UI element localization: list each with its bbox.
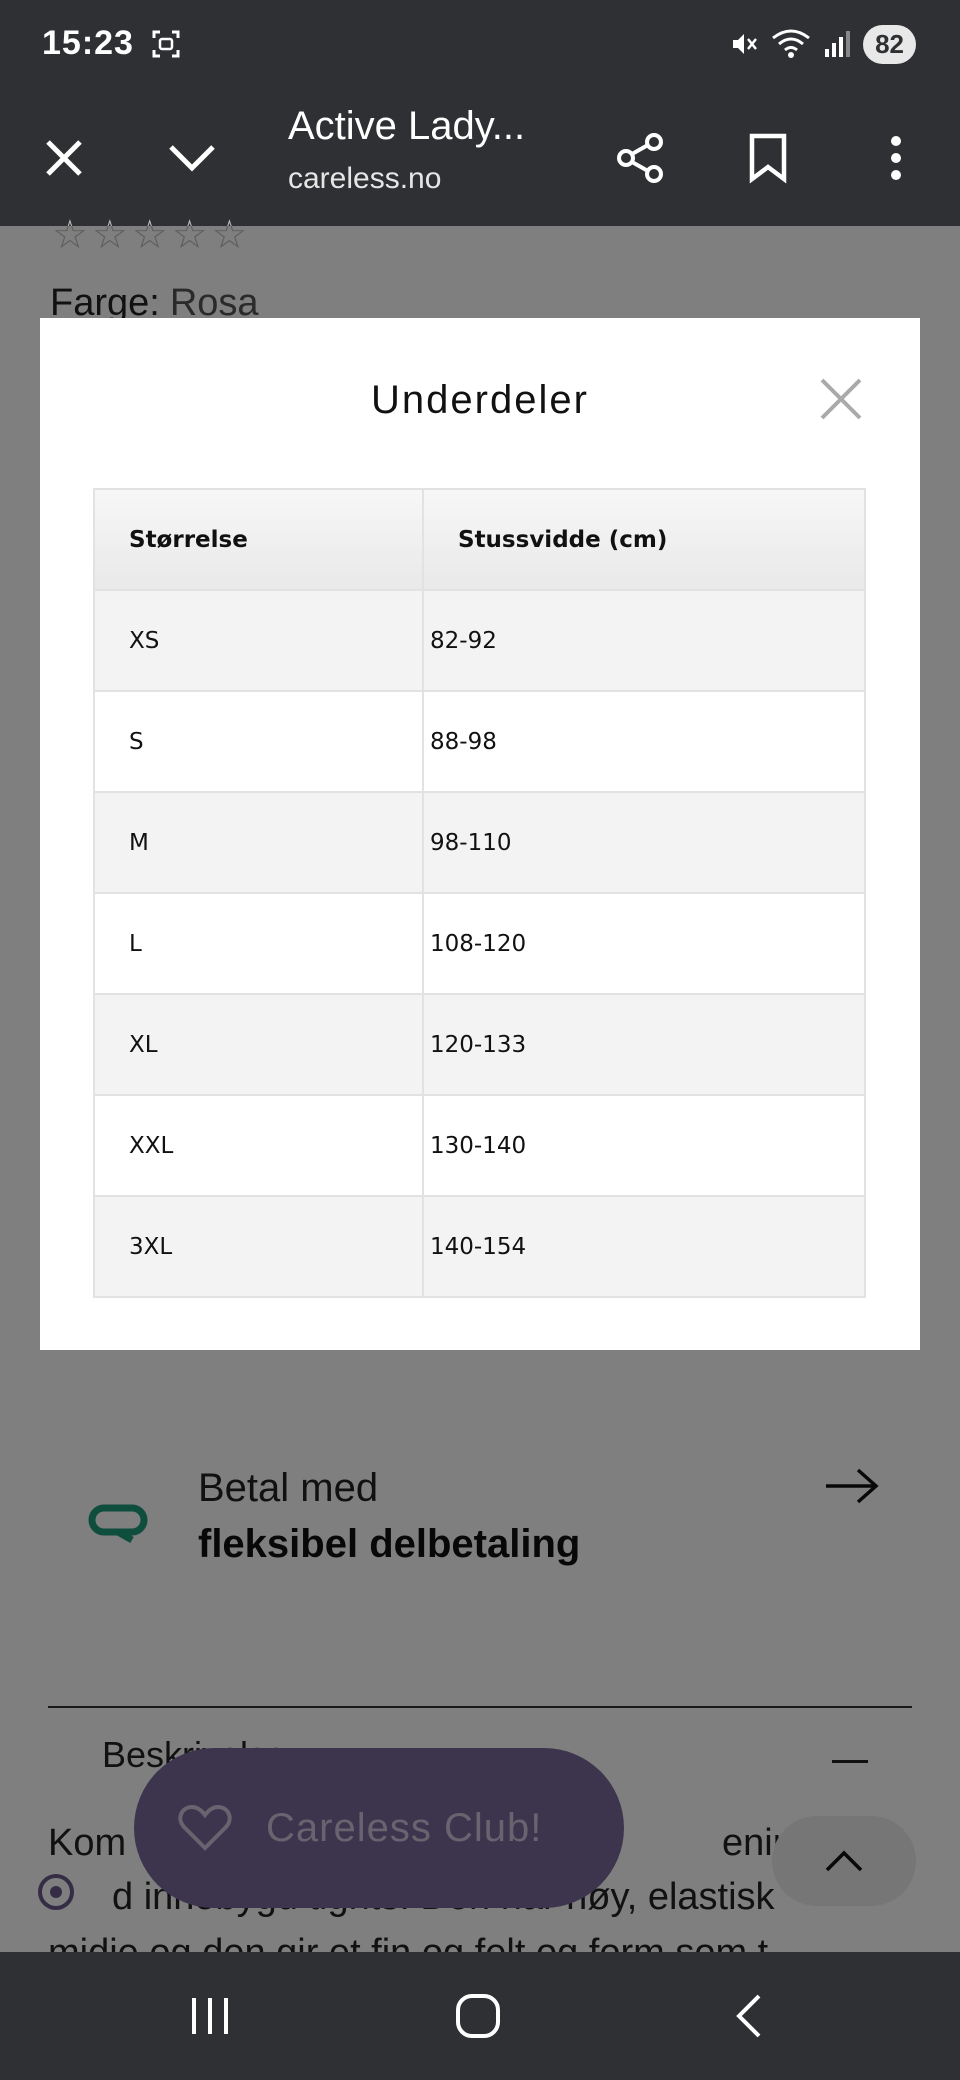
mute-icon [729, 29, 759, 59]
battery-indicator: 82 [863, 25, 916, 64]
modal-title: Underdeler [371, 378, 589, 422]
recent-apps-icon[interactable] [180, 1986, 240, 2046]
back-icon[interactable] [718, 1986, 778, 2046]
table-row [94, 691, 865, 792]
size-cell: XL [94, 994, 423, 1095]
chevron-down-icon[interactable] [164, 130, 220, 186]
close-icon[interactable] [36, 130, 92, 186]
hip-cell: 130-140 [423, 1095, 865, 1196]
hip-cell: 108-120 [423, 893, 865, 994]
hip-cell: 98-110 [423, 792, 865, 893]
page-url[interactable]: careless.no [288, 162, 442, 195]
wifi-icon [771, 28, 811, 60]
signal-icon [823, 29, 851, 59]
size-cell: S [94, 691, 423, 792]
size-cell: XXL [94, 1095, 423, 1196]
size-cell: 3XL [94, 1196, 423, 1297]
header-size: Størrelse [94, 489, 423, 590]
bookmark-icon[interactable] [740, 130, 796, 186]
home-icon[interactable] [448, 1986, 508, 2046]
header-hip: Stussvidde (cm) [423, 489, 865, 590]
size-cell: XS [94, 590, 423, 691]
hip-cell: 88-98 [423, 691, 865, 792]
table-row [94, 994, 865, 1095]
share-icon[interactable] [612, 130, 668, 186]
system-nav-bar [0, 1952, 960, 2080]
size-chart-modal [40, 318, 920, 1350]
table-header-row [94, 489, 865, 590]
hip-cell: 82-92 [423, 590, 865, 691]
screenshot-icon [150, 28, 182, 60]
browser-toolbar [0, 90, 960, 226]
size-cell: L [94, 893, 423, 994]
table-row [94, 1095, 865, 1196]
status-time: 15:23 [42, 24, 134, 62]
size-cell: M [94, 792, 423, 893]
status-indicators [729, 24, 916, 64]
status-bar [0, 0, 960, 90]
size-table [93, 488, 866, 1298]
table-row [94, 893, 865, 994]
hip-cell: 120-133 [423, 994, 865, 1095]
table-row [94, 590, 865, 691]
page-title: Active Lady... [288, 104, 526, 148]
close-icon[interactable] [818, 376, 864, 422]
table-row [94, 1196, 865, 1297]
hip-cell: 140-154 [423, 1196, 865, 1297]
more-vert-icon[interactable] [868, 130, 924, 186]
table-row [94, 792, 865, 893]
